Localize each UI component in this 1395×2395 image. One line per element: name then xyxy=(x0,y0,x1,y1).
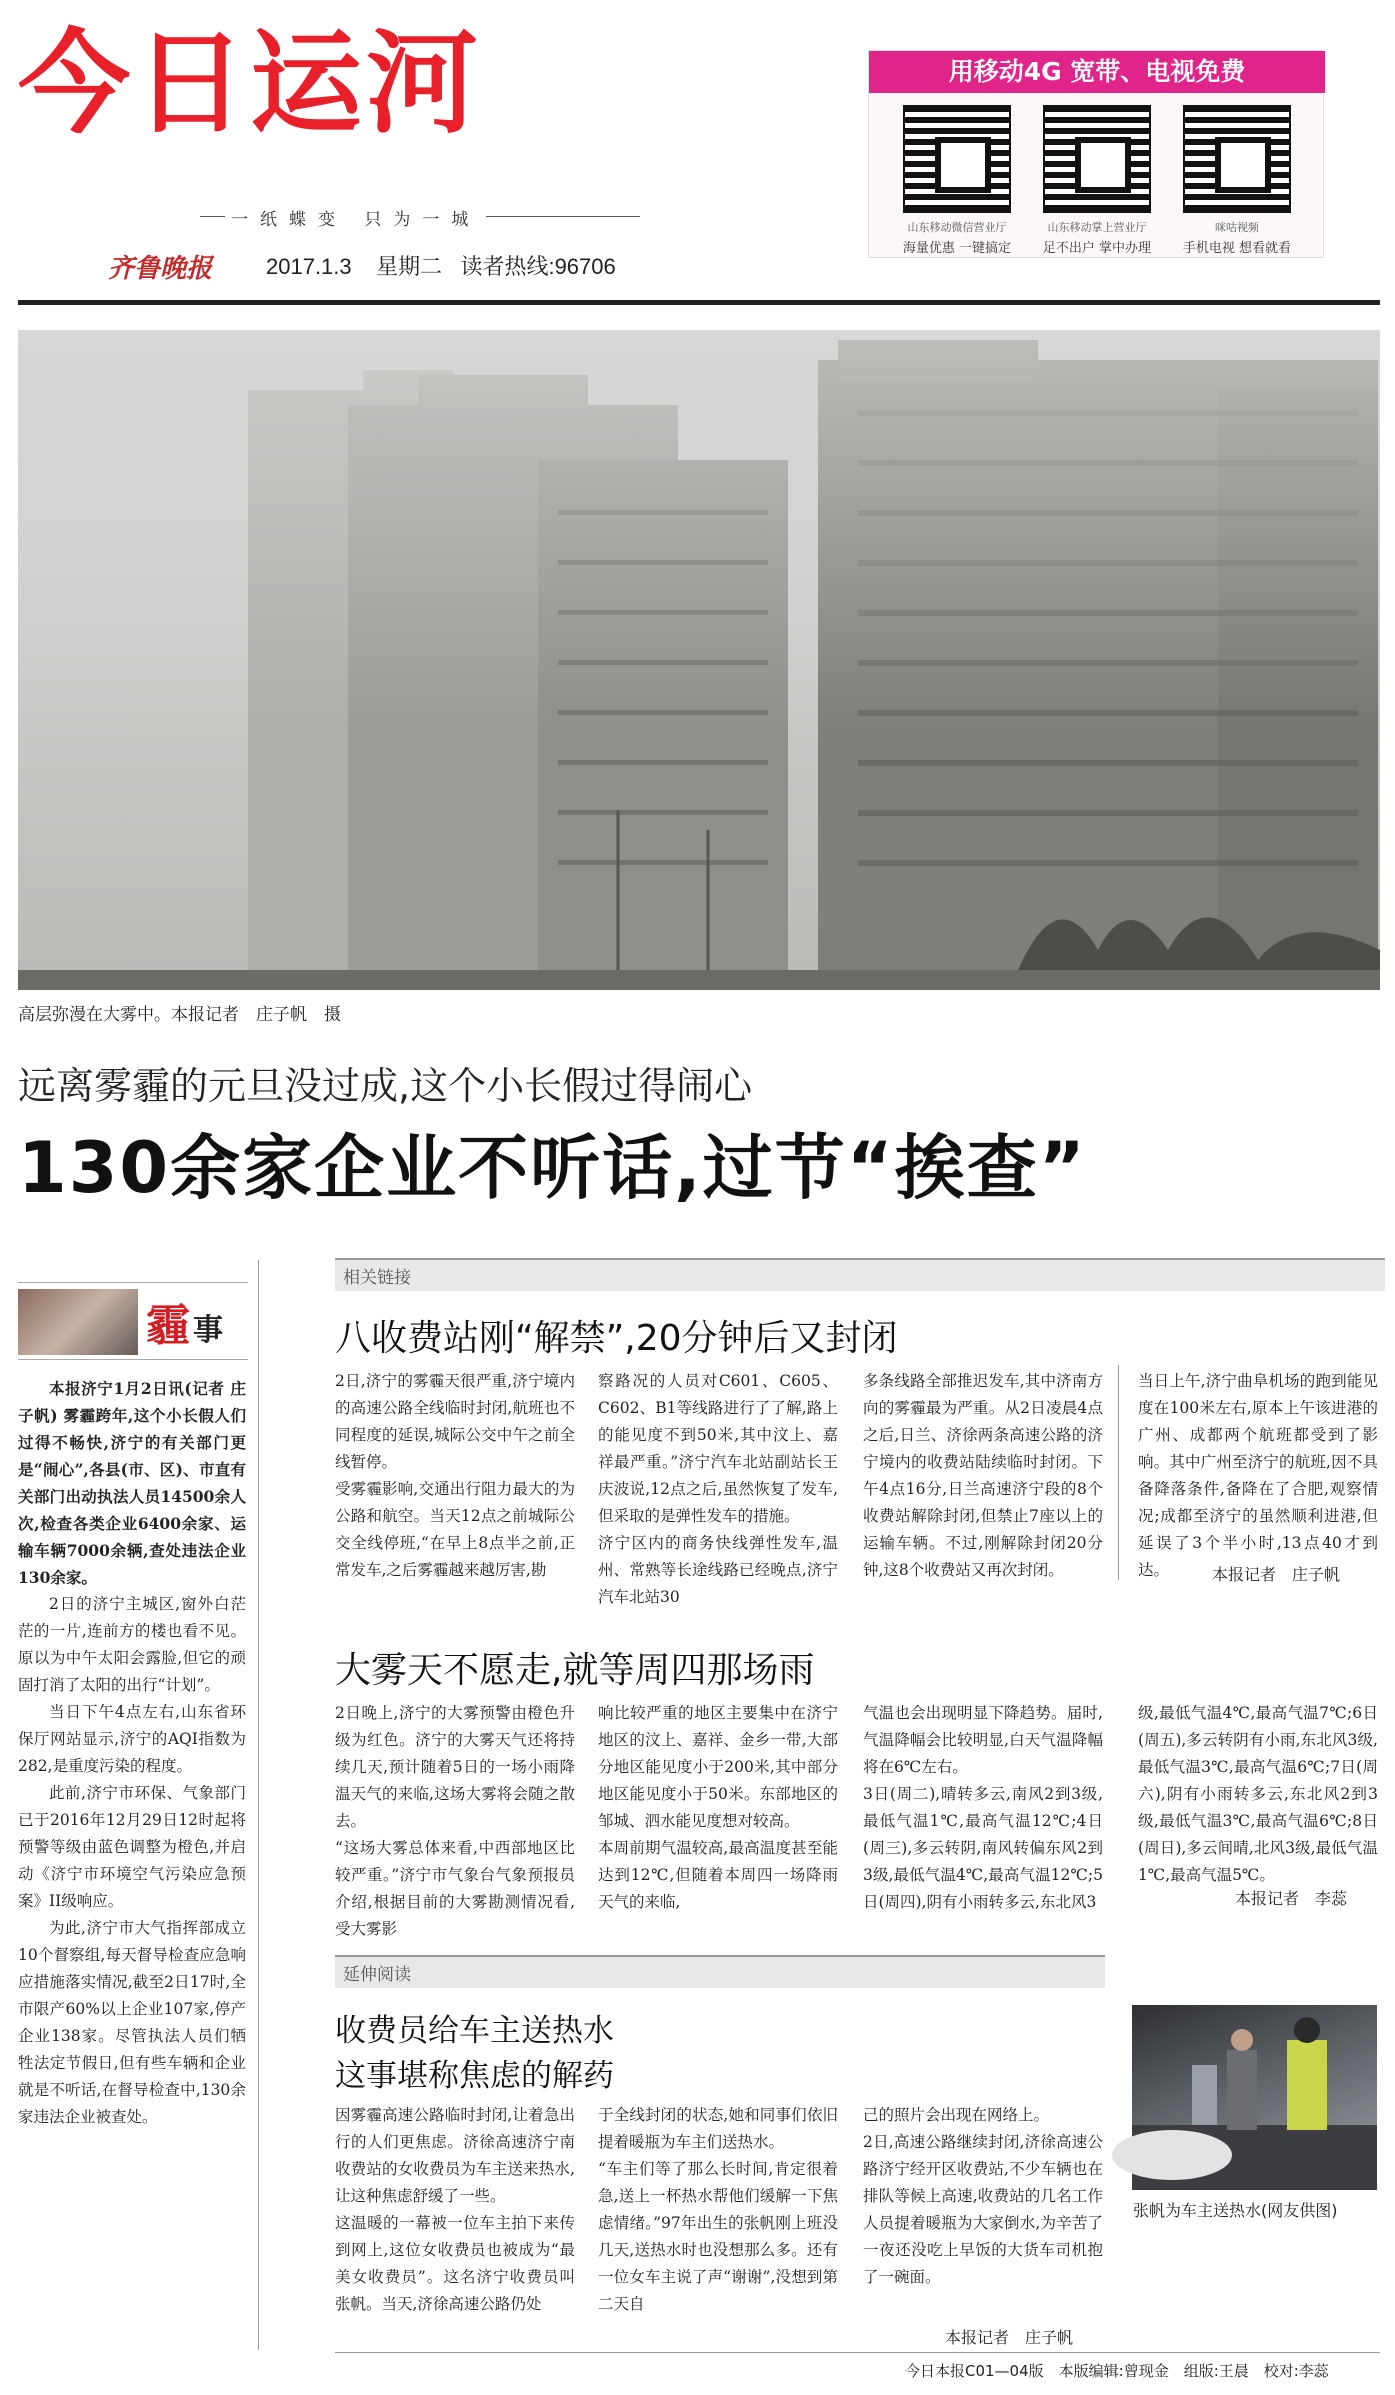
extended-headline-2: 这事堪称焦虑的解药 xyxy=(335,2058,614,2094)
issue-weekday: 星期二 xyxy=(376,254,443,279)
story1-column: 多条线路全部推迟发车,其中济南方向的雾霾最为严重。从2日凌晨4点之后,日兰、济徐两条高速公路的济宁境内的收费站陆续临时封闭。下午4点16分,日兰高速济宁段的8个收费站解除封闭,但禁止7座以上的运输车辆。不过,刚解除封闭20分钟,这8个收费站又再次封闭。 xyxy=(863,1372,1103,1579)
main-story-para: 当日下午4点左右,山东省环保厅网站显示,济宁的AQI指数为282,是重度污染的程度。 xyxy=(18,1703,246,1775)
story2-column: 响比较严重的地区主要集中在济宁地区的汶上、嘉祥、金乡一带,大部分地区能见度小于200米,其中部分地区能见度小于50米。东部地区的邹城、泗水能见度想对较高。 本周前期气温较高,最高温度甚至能达到12℃,但随着本周四一场降雨天气的来临, xyxy=(598,1704,838,1911)
haze-logo-char2: 事 xyxy=(193,1313,223,1348)
ad-headline: 用移动4G 宽带、电视免费 xyxy=(869,51,1325,93)
smog-photo xyxy=(18,330,1380,990)
haze-logo-char: 霾 xyxy=(146,1300,190,1351)
story1-credit: 本报记者 庄子帆 xyxy=(1212,1565,1341,1584)
story2-credit: 本报记者 李蕊 xyxy=(1235,1889,1348,1908)
smog-buildings-image xyxy=(18,330,1380,990)
photo-caption: 高层弥漫在大雾中。本报记者 庄子帆 摄 xyxy=(18,1005,341,1025)
footer-rule xyxy=(335,2352,1380,2353)
page-footer: 今日本报C01—04版 本版编辑:曾现金 组版:王晨 校对:李蕊 xyxy=(905,2362,1329,2380)
story1-headline: 八收费站刚“解禁”,20分钟后又封闭 xyxy=(335,1318,898,1359)
story1-column: 察路况的人员对C601、C605、C602、B1等线路进行了了解,路上的能见度不到50米,其中汶上、嘉祥最严重。”济宁汽车北站副站长王庆波说,12点之后,虽然恢复了发车,但采取的是弹性发车的措施。 济宁区内的商务快线弹性发车,温州、常熟等长途线路已经晚点,济宁汽车北站30 xyxy=(598,1372,838,1606)
inset-photo xyxy=(1132,2005,1377,2190)
qr-subtitle: 足不出户 掌中办理 xyxy=(1042,241,1152,256)
extended-credit: 本报记者 庄子帆 xyxy=(945,2328,1074,2347)
qr-caption: 山东移动微信营业厅 xyxy=(907,221,1007,234)
story2-column: 2日晚上,济宁的大雾预警由橙色升级为红色。济宁的大雾天气还将持续几天,预计随着5日的一场小雨降温天气的来临,这场大雾将会随之散去。 “这场大雾总体来看,中西部地区比较严重。”济宁市气象台气象预报员介绍,根据目前的大雾勘测情况看,受大雾影 xyxy=(335,1704,575,1938)
story1-column: 2日,济宁的雾霾天很严重,济宁境内的高速公路全线临时封闭,航班也不同程度的延误,城际公交中午之前全线暂停。 受雾霾影响,交通出行阻力最大的为公路和航空。当天12点之前城际公交全线停班,“在早上8点半之前,正常发车,之后雾霾越来越厉害,勘 xyxy=(335,1372,575,1579)
related-label: 相关链接 xyxy=(335,1258,1385,1291)
story2-column: 气温也会出现明显下降趋势。届时,气温降幅会比较明显,白天气温降幅将在6℃左右。 3日(周二),晴转多云,南风2到3级,最低气温1℃,最高气温12℃;4日(周三),多云转阴,南风转偏东风2到3级,最低气温4℃,最高气温12℃;5日(周四),阴有小雨转多云,东北风3 xyxy=(863,1704,1103,1911)
story2-column: 级,最低气温4℃,最高气温7℃;6日(周五),多云转阴有小雨,东北风3级,最低气温3℃,最高气温6℃;7日(周六),阴有小雨转多云,东北风2到3级,最低气温3℃,最高气温6℃;8日(周日),多云间晴,北风3级,最低气温1℃,最高气温5℃。 xyxy=(1138,1704,1378,1884)
extended-column: 因雾霾高速公路临时封闭,让着急出行的人们更焦虑。济徐高速济宁南收费站的女收费员为车主送来热水,让这种焦虑舒缓了一些。 这温暖的一幕被一位车主拍下来传到网上,这位女收费员也被成为“最美女收费员”。这名济宁收费员叫张帆。当天,济徐高速公路仍处 xyxy=(335,2106,575,2313)
qr-caption: 山东移动掌上营业厅 xyxy=(1047,221,1147,234)
qr-code-icon xyxy=(903,105,1011,213)
inset-caption: 张帆为车主送热水(网友供图) xyxy=(1133,2201,1338,2220)
main-story-body xyxy=(18,1375,246,2131)
masthead-title: 今日运河 xyxy=(18,19,482,149)
column-divider xyxy=(258,1260,259,2350)
extended-column: 己的照片会出现在网络上。 2日,高速公路继续封闭,济徐高速公路济宁经开区收费站,不少车辆也在排队等候上高速,收费站的几名工作人员提着暖瓶为大家倒水,为辛苦了一夜还没吃上早饭的大货车司机抱了一碗面。 xyxy=(863,2106,1103,2286)
main-story-para: 2日的济宁主城区,窗外白茫茫的一片,连前方的楼也看不见。原以为中午太阳会露脸,但它的顽固打消了太阳的出行“计划”。 xyxy=(18,1595,246,1694)
lead-kicker: 远离雾霾的元旦没过成,这个小长假过得闹心 xyxy=(18,1064,753,1108)
haze-logo-photo xyxy=(18,1289,138,1355)
lead-headline: 130余家企业不听话,过节“挨查” xyxy=(18,1127,1087,1209)
reader-hotline: 读者热线:96706 xyxy=(460,254,616,279)
extended-label: 延伸阅读 xyxy=(335,1955,1105,1988)
story1-column: 当日上午,济宁曲阜机场的跑到能见度在100米左右,原本上午该进港的广州、成都两个航班都受到了影响。其中广州至济宁的航班,因不具备降落条件,备降在了合肥,观察情况;成都至济宁的虽然顺利进港,但延误了3个半小时,13点40才到达。 xyxy=(1138,1372,1378,1579)
extended-column: 于全线封闭的状态,她和同事们依旧提着暖瓶为车主们送热水。 “车主们等了那么长时间,肯定很着急,送上一杯热水帮他们缓解一下焦虑情绪。”97年出生的张帆刚上班没几天,送热水时也没想那么多。还有一位女车主说了声“谢谢”,没想到第二天自 xyxy=(598,2106,838,2313)
toll-worker-image xyxy=(1132,2005,1377,2190)
qr-subtitle: 手机电视 想看就看 xyxy=(1182,241,1292,256)
issue-date: 2017.1.3 xyxy=(266,254,352,279)
paper-name: 齐鲁晚报 xyxy=(108,254,213,284)
masthead-rule xyxy=(18,300,1380,305)
mobile-ad[interactable] xyxy=(868,50,1324,258)
qr-subtitle: 海量优惠 一键搞定 xyxy=(902,241,1012,256)
qr-code-icon xyxy=(1183,105,1291,213)
main-story-para: 本报济宁1月2日讯(记者 庄子帆) 雾霾跨年,这个小长假人们过得不畅快,济宁的有关部门更是“闹心”,各县(市、区)、市直有关部门出动执法人员14500余人次,检查各类企业6400余家、运输车辆7000余辆,查处违法企业130余家。 xyxy=(18,1379,246,1587)
qr-caption: 咪咕视频 xyxy=(1215,221,1259,234)
main-story-para: 此前,济宁市环保、气象部门已于2016年12月29日12时起将预警等级由蓝色调整为橙色,并启动《济宁市环境空气污染应急预案》II级响应。 xyxy=(18,1784,246,1910)
column-divider xyxy=(1118,1365,1119,1580)
main-story-para: 为此,济宁市大气指挥部成立10个督察组,每天督导检查应急响应措施落实情况,截至2日17时,全市限产60%以上企业107家,停产企业138家。尽管执法人员们牺牲法定节假日,但有些车辆和企业就是不听话,在督导检查中,130余家违法企业被查处。 xyxy=(18,1919,246,2126)
masthead-slogan: 一纸蝶变 只为一城 xyxy=(225,205,486,230)
story2-headline: 大雾天不愿走,就等周四那场雨 xyxy=(335,1650,815,1691)
dateline xyxy=(266,250,616,281)
qr-code-icon xyxy=(1043,105,1151,213)
extended-headline-1: 收费员给车主送热水 xyxy=(335,2013,614,2049)
haze-logo xyxy=(18,1282,248,1360)
